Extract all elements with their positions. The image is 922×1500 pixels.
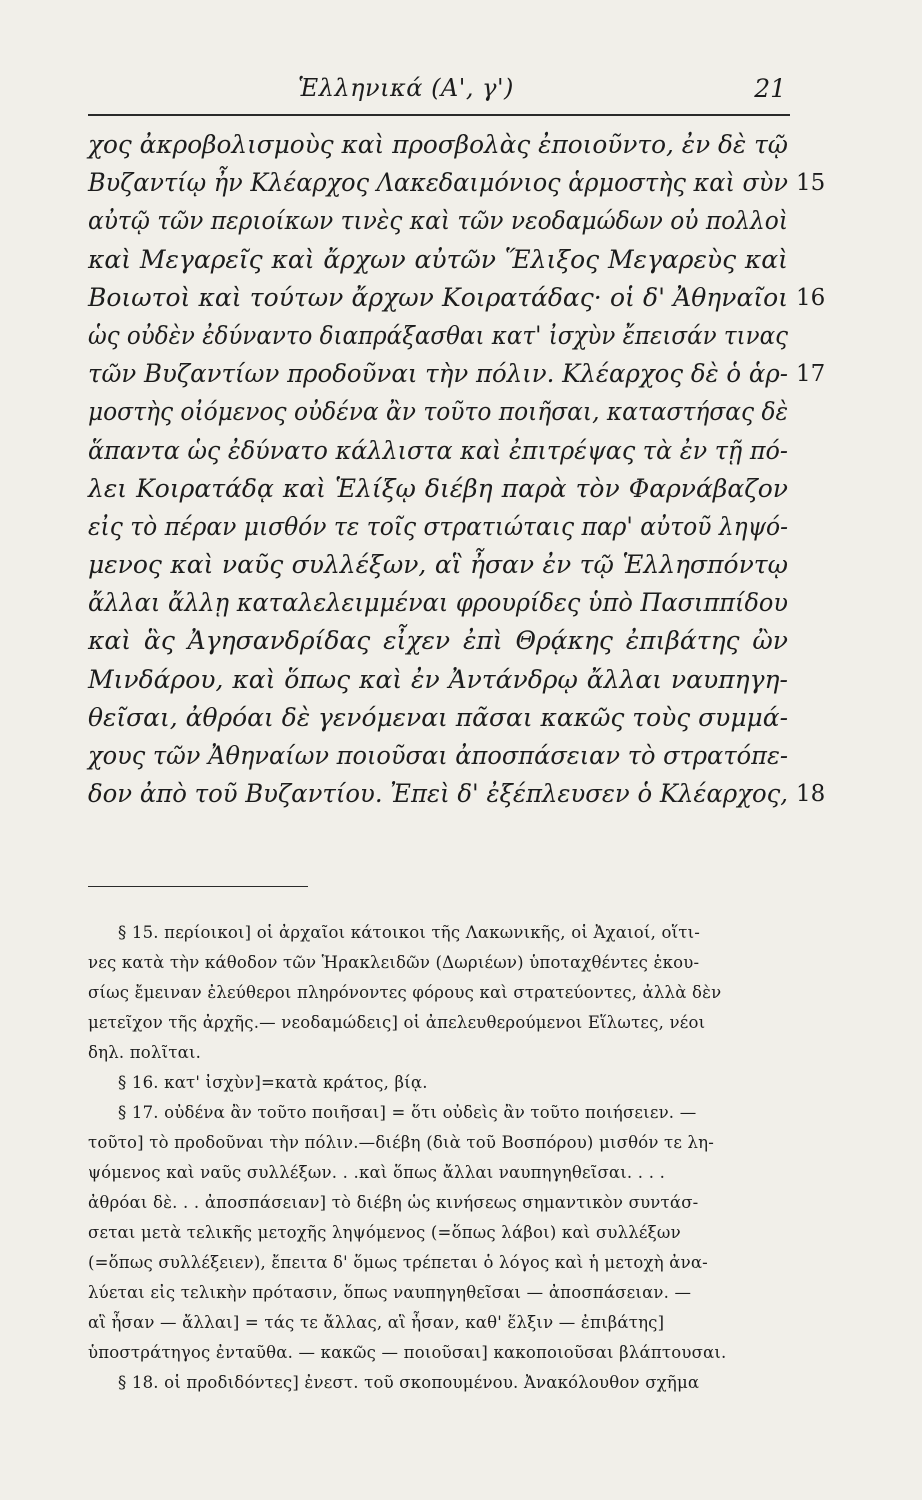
section-number: 17 [796, 361, 826, 388]
text-line-content: λει Κοιρατάδᾳ καὶ Ἑλίξῳ διέβη παρὰ τὸν Φαρνάβαζον [88, 473, 788, 503]
text-line-content: Βοιωτοὶ καὶ τούτων ἄρχων Κοιρατάδας· οἱ δ' Ἀθηναῖοι [88, 282, 788, 312]
page-number: 21 [754, 74, 786, 103]
footnote-line: ἀθρόαι δὲ. . . ἀποσπάσειαν] τὸ διέβη ὡς κινήσεως σημαντικὸν συντάσ- [88, 1193, 699, 1212]
text-line [88, 432, 788, 470]
text-line-content: ἅπαντα ὡς ἐδύνατο κάλλιστα καὶ ἐπιτρέψας τὰ ἐν τῇ πό- [88, 435, 788, 465]
text-line [88, 508, 788, 546]
footnote-line: (=ὅπως συλλέξειεν), ἔπειτα δ' ὅμως τρέπεται ὁ λόγος καὶ ἡ μετοχὴ ἀνα- [88, 1253, 708, 1272]
footnote-line: § 15. περίοικοι] οἱ ἀρχαῖοι κάτοικοι τῆς Λακωνικῆς, οἱ Ἀχαιοί, οἵτι- [118, 923, 701, 942]
footnotes [88, 918, 820, 1398]
footnote-line: δηλ. πολῖται. [88, 1043, 202, 1062]
text-line [88, 393, 788, 431]
text-line-content: Βυζαντίῳ ἦν Κλέαρχος Λακεδαιμόνιος ἁρμοστὴς καὶ σὺν [88, 168, 788, 198]
text-line-content: χους τῶν Ἀθηναίων ποιοῦσαι ἀποσπάσειαν τὸ στρατόπε- [88, 741, 788, 770]
text-line [88, 737, 788, 775]
text-line-content: καὶ ἃς Ἀγησανδρίδας εἶχεν ἐπὶ Θρᾴκης ἐπιβάτης ὢν [88, 626, 788, 656]
footnote-line: ψόμενος καὶ ναῦς συλλέξων. . .καὶ ὅπως ἄλλαι ναυπηγηθεῖσαι. . . . [88, 1163, 666, 1182]
text-line [88, 279, 826, 317]
text-line-content: τῶν Βυζαντίων προδοῦναι τὴν πόλιν. Κλέαρχος δὲ ὁ ἁρ- [88, 359, 788, 389]
footnote-line: μετεῖχον τῆς ἀρχῆς.— νεοδαμώδεις] οἱ ἀπελευθερούμενοι Εἵλωτες, νέοι [88, 1013, 706, 1032]
text-line [88, 470, 788, 508]
footnote-line: λύεται εἰς τελικὴν πρότασιν, ὅπως ναυπηγηθεῖσαι — ἀποσπάσειαν. — [88, 1283, 692, 1302]
footnote-line: § 16. κατ' ἰσχὺν]=κατὰ κράτος, βίᾳ. [118, 1073, 428, 1092]
section-number: 16 [796, 284, 826, 311]
text-line [88, 164, 826, 202]
running-header [88, 74, 788, 114]
text-line-content: μενος καὶ ναῦς συλλέξων, αἳ ἦσαν ἐν τῷ Ἑλλησπόντῳ [88, 550, 788, 580]
text-line-content: μοστὴς οἰόμενος οὐδένα ἂν τοῦτο ποιῆσαι, καταστήσας δὲ [88, 397, 788, 427]
text-line [88, 622, 788, 660]
main-text [88, 126, 826, 813]
running-title: Ἑλληνικά (Α', γ') [298, 74, 514, 102]
footnote-line: σεται μετὰ τελικῆς μετοχῆς ληψόμενος (=ὅπως λάβοι) καὶ συλλέξων [88, 1223, 681, 1242]
text-line-content: εἰς τὸ πέραν μισθόν τε τοῖς στρατιώταις παρ' αὐτοῦ ληψό- [88, 511, 788, 541]
section-number: 18 [796, 781, 826, 808]
footnote-line: § 17. οὐδένα ἂν τοῦτο ποιῆσαι] = ὅτι οὐδεὶς ἂν τοῦτο ποιήσειεν. — [118, 1103, 697, 1122]
text-line [88, 699, 788, 737]
text-line [88, 126, 788, 164]
text-line [88, 241, 788, 279]
text-line [88, 202, 788, 240]
text-line-content: ἄλλαι ἄλλῃ καταλελειμμέναι φρουρίδες ὑπὸ Πασιππίδου [88, 588, 788, 618]
text-line-content: καὶ Μεγαρεῖς καὶ ἄρχων αὐτῶν Ἕλιξος Μεγαρεὺς καὶ [88, 244, 788, 274]
footnote-line: αἳ ἦσαν — ἄλλαι] = τάς τε ἄλλας, αἳ ἦσαν, καθ' ἕλξιν — ἐπιβάτης] [88, 1313, 665, 1332]
text-line [88, 584, 788, 622]
text-line-content: δον ἀπὸ τοῦ Βυζαντίου. Ἐπεὶ δ' ἐξέπλευσεν ὁ Κλέαρχος, [88, 779, 788, 809]
text-line [88, 661, 788, 699]
text-line-content: Μινδάρου, καὶ ὅπως καὶ ἐν Ἀντάνδρῳ ἄλλαι ναυπηγη- [88, 664, 788, 694]
text-line [88, 775, 826, 813]
footnote-line: νες κατὰ τὴν κάθοδον τῶν Ἡρακλειδῶν (Δωριέων) ὑποταχθέντες ἑκου- [88, 953, 700, 972]
text-line [88, 317, 788, 355]
footnote-line: § 18. οἱ προδιδόντες] ἐνεστ. τοῦ σκοπουμένου. Ἀνακόλουθον σχῆμα [118, 1373, 700, 1392]
text-line [88, 355, 826, 393]
text-line-content: αὐτῷ τῶν περιοίκων τινὲς καὶ τῶν νεοδαμώδων οὐ πολλοὶ [88, 206, 788, 236]
text-line-content: χος ἀκροβολισμοὺς καὶ προσβολὰς ἐποιοῦντο, ἐν δὲ τῷ [88, 130, 788, 159]
footnote-line: ὑποστράτηγος ἐνταῦθα. — κακῶς — ποιοῦσαι] κακοποιοῦσαι βλάπτουσαι. [88, 1343, 727, 1362]
section-number: 15 [796, 170, 826, 197]
text-line-content: ὡς οὐδὲν ἐδύναντο διαπράξασθαι κατ' ἰσχὺν ἔπεισάν τινας [88, 320, 788, 350]
footnote-line: τοῦτο] τὸ προδοῦναι τὴν πόλιν.—διέβη (διὰ τοῦ Βοσπόρου) μισθόν τε λη- [88, 1133, 715, 1152]
footnote-line: σίως ἔμειναν ἐλεύθεροι πληρόνοντες φόρους καὶ στρατεύοντες, ἀλλὰ δὲν [88, 983, 722, 1002]
footnote-rule [88, 886, 308, 887]
header-rule [88, 114, 790, 116]
text-line [88, 546, 788, 584]
text-line-content: θεῖσαι, ἀθρόαι δὲ γενόμεναι πᾶσαι κακῶς τοὺς συμμά- [88, 702, 788, 732]
